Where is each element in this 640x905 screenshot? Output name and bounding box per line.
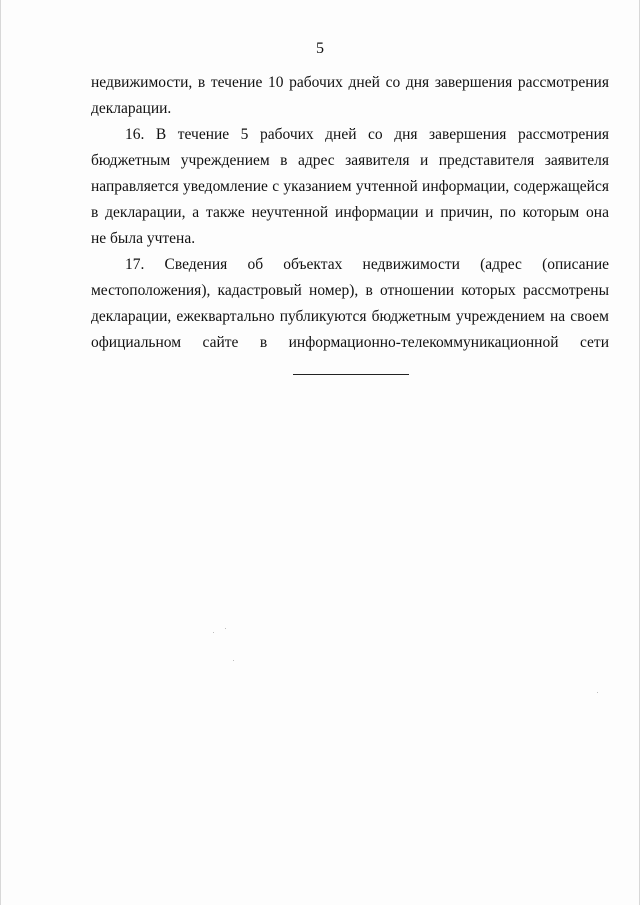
text-line: 16. В течение 5 рабочих дней со дня завершения рассмотрения — [125, 126, 609, 143]
end-of-text-rule — [293, 374, 409, 375]
text-line: в декларации, а также неучтенной информации и причин, по которым она — [91, 204, 609, 221]
text-line: направляется уведомление с указанием учтенной информации, содержащейся — [91, 178, 609, 195]
scan-speck — [213, 632, 214, 633]
paragraph-16 — [91, 122, 609, 252]
scan-speck — [233, 660, 234, 661]
paragraph-17 — [91, 252, 609, 356]
text-line: официальном сайте в информационно-телекоммуникационной сети — [91, 334, 609, 351]
scan-speck — [597, 692, 598, 693]
text-line: не была учтена. — [91, 230, 196, 247]
text-line: декларации. — [91, 100, 172, 117]
text-line: недвижимости, в течение 10 рабочих дней со дня завершения рассмотрения — [91, 74, 609, 91]
text-line: декларации, ежеквартально публикуются бюджетным учреждением на своем — [91, 308, 609, 325]
page-number: 5 — [316, 40, 324, 57]
text-line: бюджетным учреждением в адрес заявителя и представителя заявителя — [91, 152, 609, 169]
text-line: местоположения), кадастровый номер), в отношении которых рассмотрены — [91, 282, 609, 299]
text-line: 17. Сведения об объектах недвижимости (адрес (описание — [125, 256, 609, 273]
scan-speck — [225, 628, 226, 629]
paragraph-continuation — [91, 70, 609, 122]
